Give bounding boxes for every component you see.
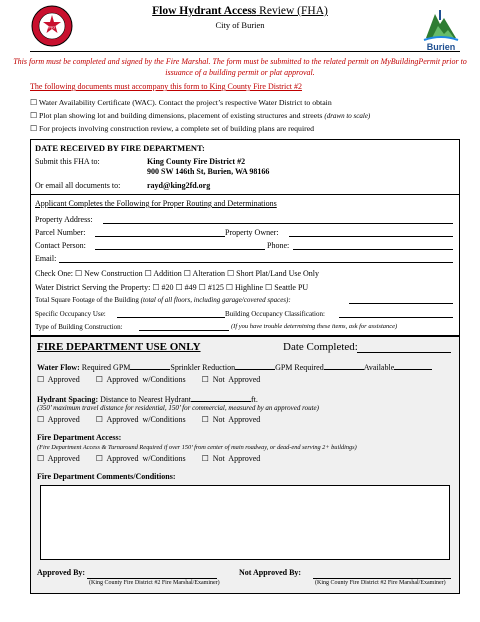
hydrant-text: Distance to Nearest Hydrant	[100, 395, 191, 404]
water-flow-approval	[37, 375, 260, 384]
date-completed-label: Date Completed:	[283, 341, 358, 353]
available-label: Available	[363, 363, 395, 372]
submit-address: 900 SW 146th St, Burien, WA 98166	[147, 167, 270, 176]
parcel-number-field[interactable]	[95, 236, 225, 237]
hydrant-approval	[37, 415, 260, 424]
submit-name: King County Fire District #2	[147, 157, 246, 166]
specific-occupancy-label: Specific Occupancy Use:	[35, 310, 106, 318]
comments-field[interactable]	[40, 485, 450, 560]
email-label: Email:	[35, 254, 57, 263]
checklist-label: Plot plan showing lot and building dimensions, placement of existing structures and streets	[38, 111, 323, 120]
option-wd-125[interactable]: ☐ #125	[198, 283, 224, 292]
contact-person-label: Contact Person:	[35, 241, 86, 250]
sqft-note: (total of all floors, including garage/covered spaces):	[140, 296, 291, 304]
property-owner-field[interactable]	[289, 236, 453, 237]
email-label: Or email all documents to:	[35, 181, 121, 190]
option-short-plat[interactable]: ☐ Short Plat/Land Use Only	[226, 269, 320, 278]
not-approved-by-label: Not Approved By:	[239, 568, 302, 577]
option-addition[interactable]: ☐ Addition	[144, 269, 182, 278]
required-gpm-label: Required GPM	[81, 363, 131, 372]
option-new-construction[interactable]: ☐ New Construction	[75, 269, 143, 278]
approved-by-note: (King County Fire District #2 Fire Marshal/Examiner)	[89, 580, 220, 586]
not-approved-by-signature[interactable]	[313, 578, 451, 579]
building-occupancy-label: Building Occupancy Classification:	[225, 310, 325, 318]
available-field[interactable]	[394, 361, 432, 370]
email-field[interactable]	[59, 262, 453, 263]
option-wd-seattle-pu[interactable]: ☐ Seattle PU	[265, 283, 309, 292]
ac-approved[interactable]: ☐ Approved	[37, 454, 80, 463]
access-approval	[37, 454, 260, 463]
checklist-label: For projects involving construction review, a complete set of building plans are required	[38, 124, 315, 133]
header-rule	[30, 51, 460, 52]
form-subtitle: City of Burien	[215, 20, 265, 30]
construction-note: (If you have trouble determining these items, ask for assistance)	[231, 323, 398, 330]
phone-label: Phone:	[267, 241, 290, 250]
approved-by-label: Approved By:	[37, 568, 86, 577]
access-note: (Fire Department Access & Turnaround Required if over 150’ from center of main roadway, or dead-end serving 2+ buildings)	[37, 444, 357, 451]
hydrant-note: (350’ maximum travel distance for residential, 150’ for commercial, measured by an approved route)	[37, 404, 319, 412]
construction-type-field[interactable]	[139, 330, 229, 331]
hydrant-row	[37, 393, 258, 404]
date-completed-field[interactable]	[357, 352, 451, 353]
wf-approved-conditions[interactable]: ☐ Approved w/Conditions	[95, 375, 186, 384]
property-address-field[interactable]	[103, 223, 453, 224]
applicant-heading: Applicant Completes the Following for Proper Routing and Determinations	[35, 199, 277, 208]
form-title	[0, 5, 480, 17]
required-docs-heading: The following documents must accompany this form to King County Fire District #2	[30, 82, 302, 91]
water-flow-row	[37, 361, 432, 372]
sprinkler-reduction-label: Sprinkler Reduction	[170, 363, 236, 372]
wf-approved[interactable]: ☐ Approved	[37, 375, 80, 384]
fd-heading: FIRE DEPARTMENT USE ONLY	[37, 341, 201, 353]
hs-approved[interactable]: ☐ Approved	[37, 415, 80, 424]
sqft-row	[35, 296, 291, 304]
checkbox[interactable]: ☐	[30, 98, 37, 107]
option-alteration[interactable]: ☐ Alteration	[183, 269, 225, 278]
required-gpm-field[interactable]	[130, 361, 170, 370]
check-one-label: Check One:	[35, 269, 73, 278]
water-district-row	[35, 283, 308, 292]
submit-email[interactable]: rayd@king2fd.org	[147, 181, 211, 190]
water-flow-label: Water Flow:	[37, 363, 80, 372]
property-address-label: Property Address:	[35, 215, 93, 224]
specific-occupancy-field[interactable]	[117, 317, 225, 318]
hs-approved-conditions[interactable]: ☐ Approved w/Conditions	[95, 415, 186, 424]
phone-field[interactable]	[293, 249, 453, 250]
date-received-heading: DATE RECEIVED BY FIRE DEPARTMENT:	[35, 143, 205, 153]
hydrant-label: Hydrant Spacing:	[37, 395, 99, 404]
wf-not-approved[interactable]: ☐ Not Approved	[201, 375, 261, 384]
contact-person-field[interactable]	[95, 249, 265, 250]
checkbox[interactable]: ☐	[30, 124, 37, 133]
comments-label: Fire Department Comments/Conditions:	[37, 472, 176, 481]
date-received-section	[30, 139, 460, 195]
building-occupancy-field[interactable]	[339, 317, 453, 318]
not-approved-by-note: (King County Fire District #2 Fire Marshal/Examiner)	[315, 580, 446, 586]
checklist-item-building-plans[interactable]	[30, 124, 314, 133]
check-one-row	[35, 269, 319, 278]
title-bold: Flow Hydrant Access	[152, 5, 257, 17]
submit-label: Submit this FHA to:	[35, 157, 100, 166]
parcel-number-label: Parcel Number:	[35, 228, 86, 237]
checklist-item-wac[interactable]	[30, 98, 332, 107]
gpm-required-label: GPM Required	[275, 363, 324, 372]
approved-by-signature[interactable]	[87, 578, 217, 579]
sprinkler-reduction-field[interactable]	[235, 361, 275, 370]
ac-approved-conditions[interactable]: ☐ Approved w/Conditions	[95, 454, 186, 463]
gpm-required-field[interactable]	[324, 361, 364, 370]
logo-number: KING 2	[45, 24, 59, 30]
burien-logo-text: Burien	[426, 42, 456, 52]
option-wd-20[interactable]: ☐ #20	[152, 283, 174, 292]
applicant-section	[30, 195, 460, 336]
hydrant-unit: ft.	[250, 395, 258, 404]
intro-text: This form must be completed and signed by the Fire Marshal. The form must be submitted to the related permit on MyBuildingPermit prior to issuance of a building permit or plat approval.	[13, 57, 467, 77]
sqft-label: Total Square Footage of the Building	[35, 296, 139, 304]
sqft-field[interactable]	[349, 303, 453, 304]
ac-not-approved[interactable]: ☐ Not Approved	[201, 454, 261, 463]
construction-type-label: Type of Building Construction:	[35, 323, 123, 331]
title-rest: Review (FHA)	[256, 5, 328, 17]
access-label: Fire Department Access:	[37, 433, 122, 442]
checklist-note: (drawn to scale)	[324, 112, 371, 120]
water-district-label: Water District Serving the Property:	[35, 283, 151, 292]
checkbox[interactable]: ☐	[30, 111, 37, 120]
property-owner-label: Property Owner:	[225, 228, 279, 237]
checklist-label: Water Availability Certificate (WAC). Contact the project’s respective Water District to obtain	[38, 98, 332, 107]
option-wd-highline[interactable]: ☐ Highline	[225, 283, 264, 292]
option-wd-49[interactable]: ☐ #49	[175, 283, 197, 292]
hydrant-distance-field[interactable]	[191, 393, 251, 402]
hs-not-approved[interactable]: ☐ Not Approved	[201, 415, 261, 424]
checklist-item-plot-plan[interactable]	[30, 111, 370, 120]
